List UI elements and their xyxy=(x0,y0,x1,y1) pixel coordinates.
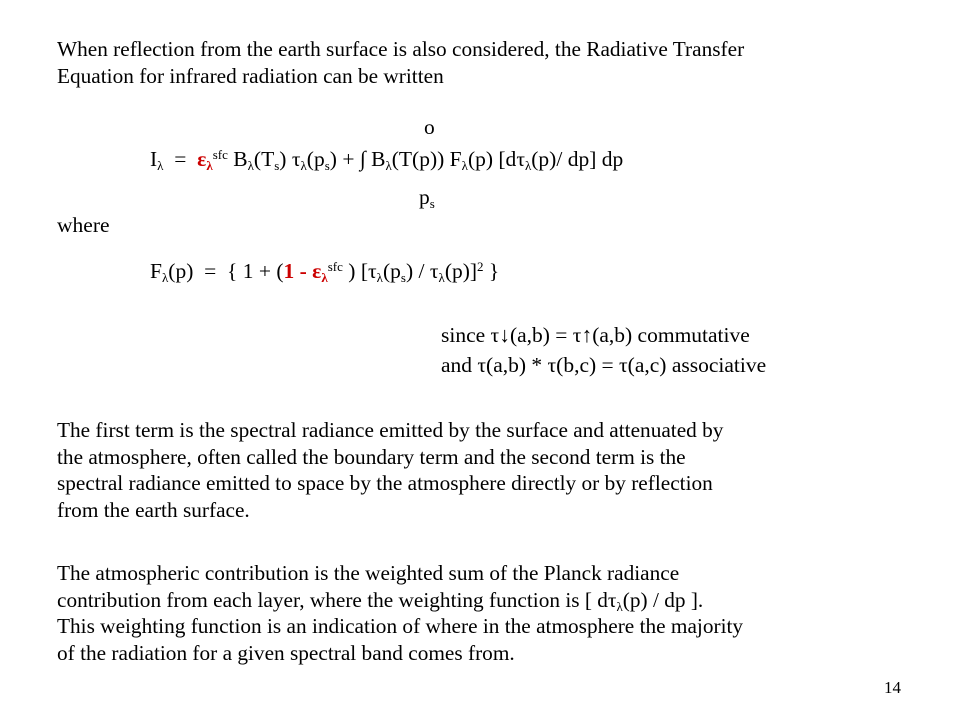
squared-exponent: 2 xyxy=(477,259,484,274)
emissivity-symbol: $\varepsilon_\lambda$ xyxy=(197,147,213,173)
commutative-note: since τ↓(a,b) = τ↑(a,b) commutative xyxy=(441,323,750,347)
one-minus-emissivity: $1 - \varepsilon_\lambda$ xyxy=(283,259,328,285)
one-plus: 1 + ( xyxy=(242,259,284,283)
radiative-transfer-equation xyxy=(150,146,623,172)
integral-lower-limit: $p_s$ xyxy=(419,185,435,211)
lambda-subscript: λ xyxy=(157,158,164,173)
intro-line-1: When reflection from the earth surface is also considered, the Radiative Transfer xyxy=(57,37,745,61)
paragraph-line: The atmospheric contribution is the weighted sum of the Planck radiance xyxy=(57,561,680,585)
reflection-factor-equation xyxy=(150,258,499,284)
planck-function-surface: $B_\lambda(T_s)$ xyxy=(233,147,287,173)
integral-upper-limit: o xyxy=(424,115,435,139)
transmittance-ratio: $[\tau_\lambda(p_s) / \tau_\lambda(p)]$ xyxy=(360,259,478,285)
paragraph-line: the atmosphere, often called the boundary term and the second term is the xyxy=(57,444,686,469)
dp-differential: dp xyxy=(601,147,624,171)
atmospheric-contribution-paragraph xyxy=(57,560,937,666)
transmittance-surface: $\tau_\lambda(p_s)$ xyxy=(291,147,337,173)
paragraph-line: of the radiation for a given spectral band comes from. xyxy=(57,640,515,665)
boundary-term-paragraph xyxy=(57,417,937,523)
lambda-subscript: λ xyxy=(161,270,169,285)
radiance-symbol: I xyxy=(150,147,158,171)
brace-close: } xyxy=(488,259,500,283)
sfc-superscript: sfc xyxy=(212,147,228,162)
paragraph-line: spectral radiance emitted to space by the atmosphere directly or by reflection xyxy=(57,471,713,495)
reflection-factor: $F_\lambda(p)$ xyxy=(449,147,494,173)
paragraph-line: The first term is the spectral radiance emitted by the surface and attenuated by xyxy=(57,418,724,442)
brace-open: { xyxy=(227,259,238,283)
plus-sign: + xyxy=(342,147,355,171)
weighting-function: [$d\tau_\lambda(p)/$ dp] xyxy=(498,147,597,173)
intro-paragraph xyxy=(57,36,937,89)
f-symbol: F xyxy=(150,259,162,283)
where-label: where xyxy=(57,213,110,237)
paragraph-line: contribution from each layer, where the weighting function is [ $d\tau_\lambda(p)$ / dp ]. xyxy=(57,587,704,614)
planck-function-atmos: $B_\lambda(T(p))$ xyxy=(371,147,445,173)
paragraph-line: This weighting function is an indication of where in the atmosphere the majority xyxy=(57,614,744,638)
p-argument: (p) xyxy=(168,259,194,283)
integral-sign: ∫ xyxy=(359,147,366,171)
equals-sign: = xyxy=(204,259,217,283)
page-number: 14 xyxy=(884,678,901,697)
intro-line-2: Equation for infrared radiation can be written xyxy=(57,63,444,88)
close-paren: ) xyxy=(348,259,356,283)
associative-note: and τ(a,b) * τ(b,c) = τ(a,c) associative xyxy=(441,353,767,377)
sfc-superscript: sfc xyxy=(327,259,343,274)
paragraph-line: from the earth surface. xyxy=(57,497,250,522)
equals-sign: = xyxy=(174,147,187,171)
